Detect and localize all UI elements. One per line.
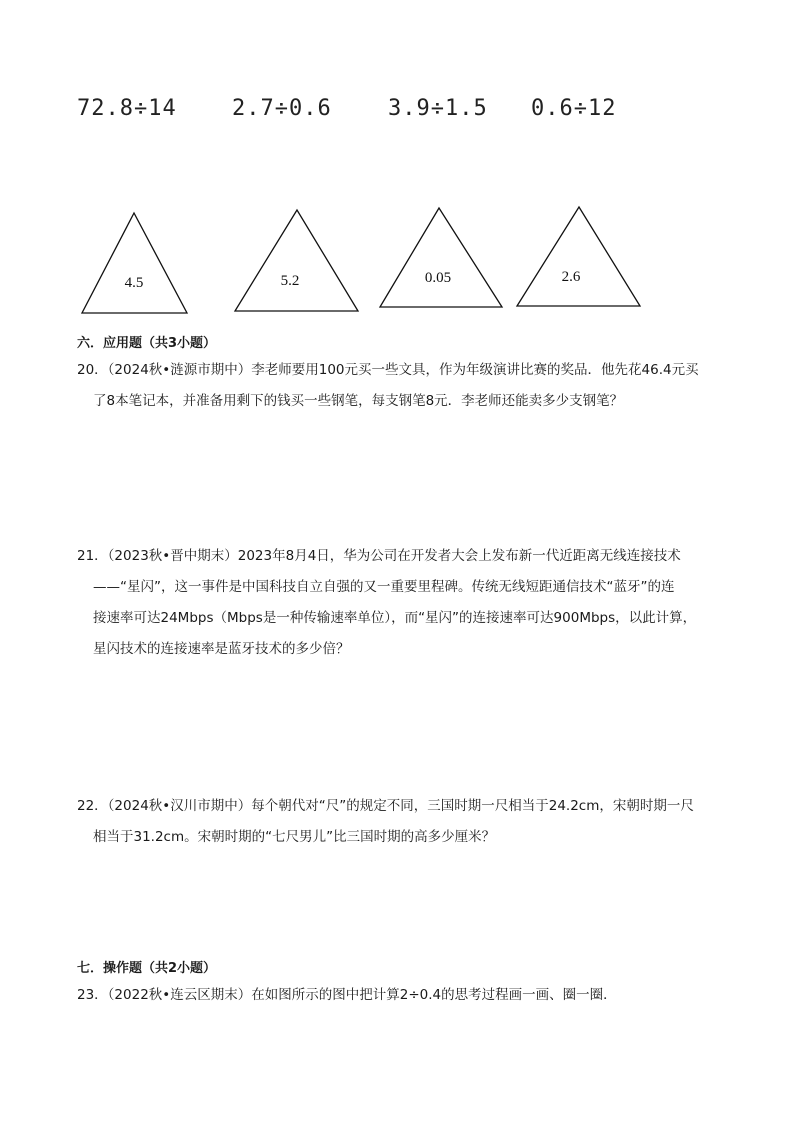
- question-20-line-2: 了8本笔记本，并准备用剩下的钱买一些钢笔，每支钢笔8元．李老师还能卖多少支钢笔？: [93, 393, 624, 409]
- question-21-line-2: ——“星闪”，这一事件是中国科技自立自强的又一重要里程碑。传统无线短距通信技术“蓝牙”的连: [93, 579, 675, 595]
- triangle-4-label: 2.6: [561, 269, 581, 285]
- question-21-line-4: 星闪技术的连接速率是蓝牙技术的多少倍？: [93, 641, 350, 657]
- question-20: [77, 355, 727, 417]
- section-title-operation: 七．操作题（共2小题）: [77, 961, 217, 976]
- triangle-2: [235, 210, 358, 311]
- question-21-line-3: 接速率可达24Mbps（Mbps是一种传输速率单位），而“星闪”的连接速率可达900Mbps，以此计算，: [93, 610, 697, 626]
- triangle-figures: [0, 200, 794, 320]
- expression-3: 3.9÷1.5: [388, 96, 488, 121]
- section-title-application: 六．应用题（共3小题）: [77, 336, 217, 351]
- question-20-line-1: 20．（2024秋•涟源市期中）李老师要用100元买一些文具，作为年级演讲比赛的奖品．他先花46.4元买: [77, 362, 699, 378]
- triangle-3: [380, 208, 502, 307]
- question-21-line-1: 21．（2023秋•晋中期末）2023年8月4日，华为公司在开发者大会上发布新一代近距离无线连接技术: [77, 548, 681, 564]
- expression-4: 0.6÷12: [531, 96, 617, 121]
- question-22-line-1: 22．（2024秋•汉川市期中）每个朝代对“尺”的规定不同，三国时期一尺相当于24.2cm，宋朝时期一尺: [77, 798, 694, 814]
- triangle-1-label: 4.5: [124, 275, 144, 291]
- question-22: [77, 791, 727, 853]
- question-22-line-2: 相当于31.2cm。宋朝时期的“七尺男儿”比三国时期的高多少厘米？: [93, 829, 496, 845]
- triangle-4: [517, 207, 640, 306]
- question-21: [77, 541, 727, 665]
- question-23-line-1: 23．（2022秋•连云区期末）在如图所示的图中把计算2÷0.4的思考过程画一画、圈一圈．: [77, 987, 617, 1003]
- question-23: [77, 980, 727, 1011]
- triangle-1: [82, 213, 187, 313]
- triangle-3-label: 0.05: [424, 270, 452, 286]
- expression-1: 72.8÷14: [77, 96, 177, 121]
- triangle-2-label: 5.2: [280, 273, 300, 289]
- expression-2: 2.7÷0.6: [232, 96, 332, 121]
